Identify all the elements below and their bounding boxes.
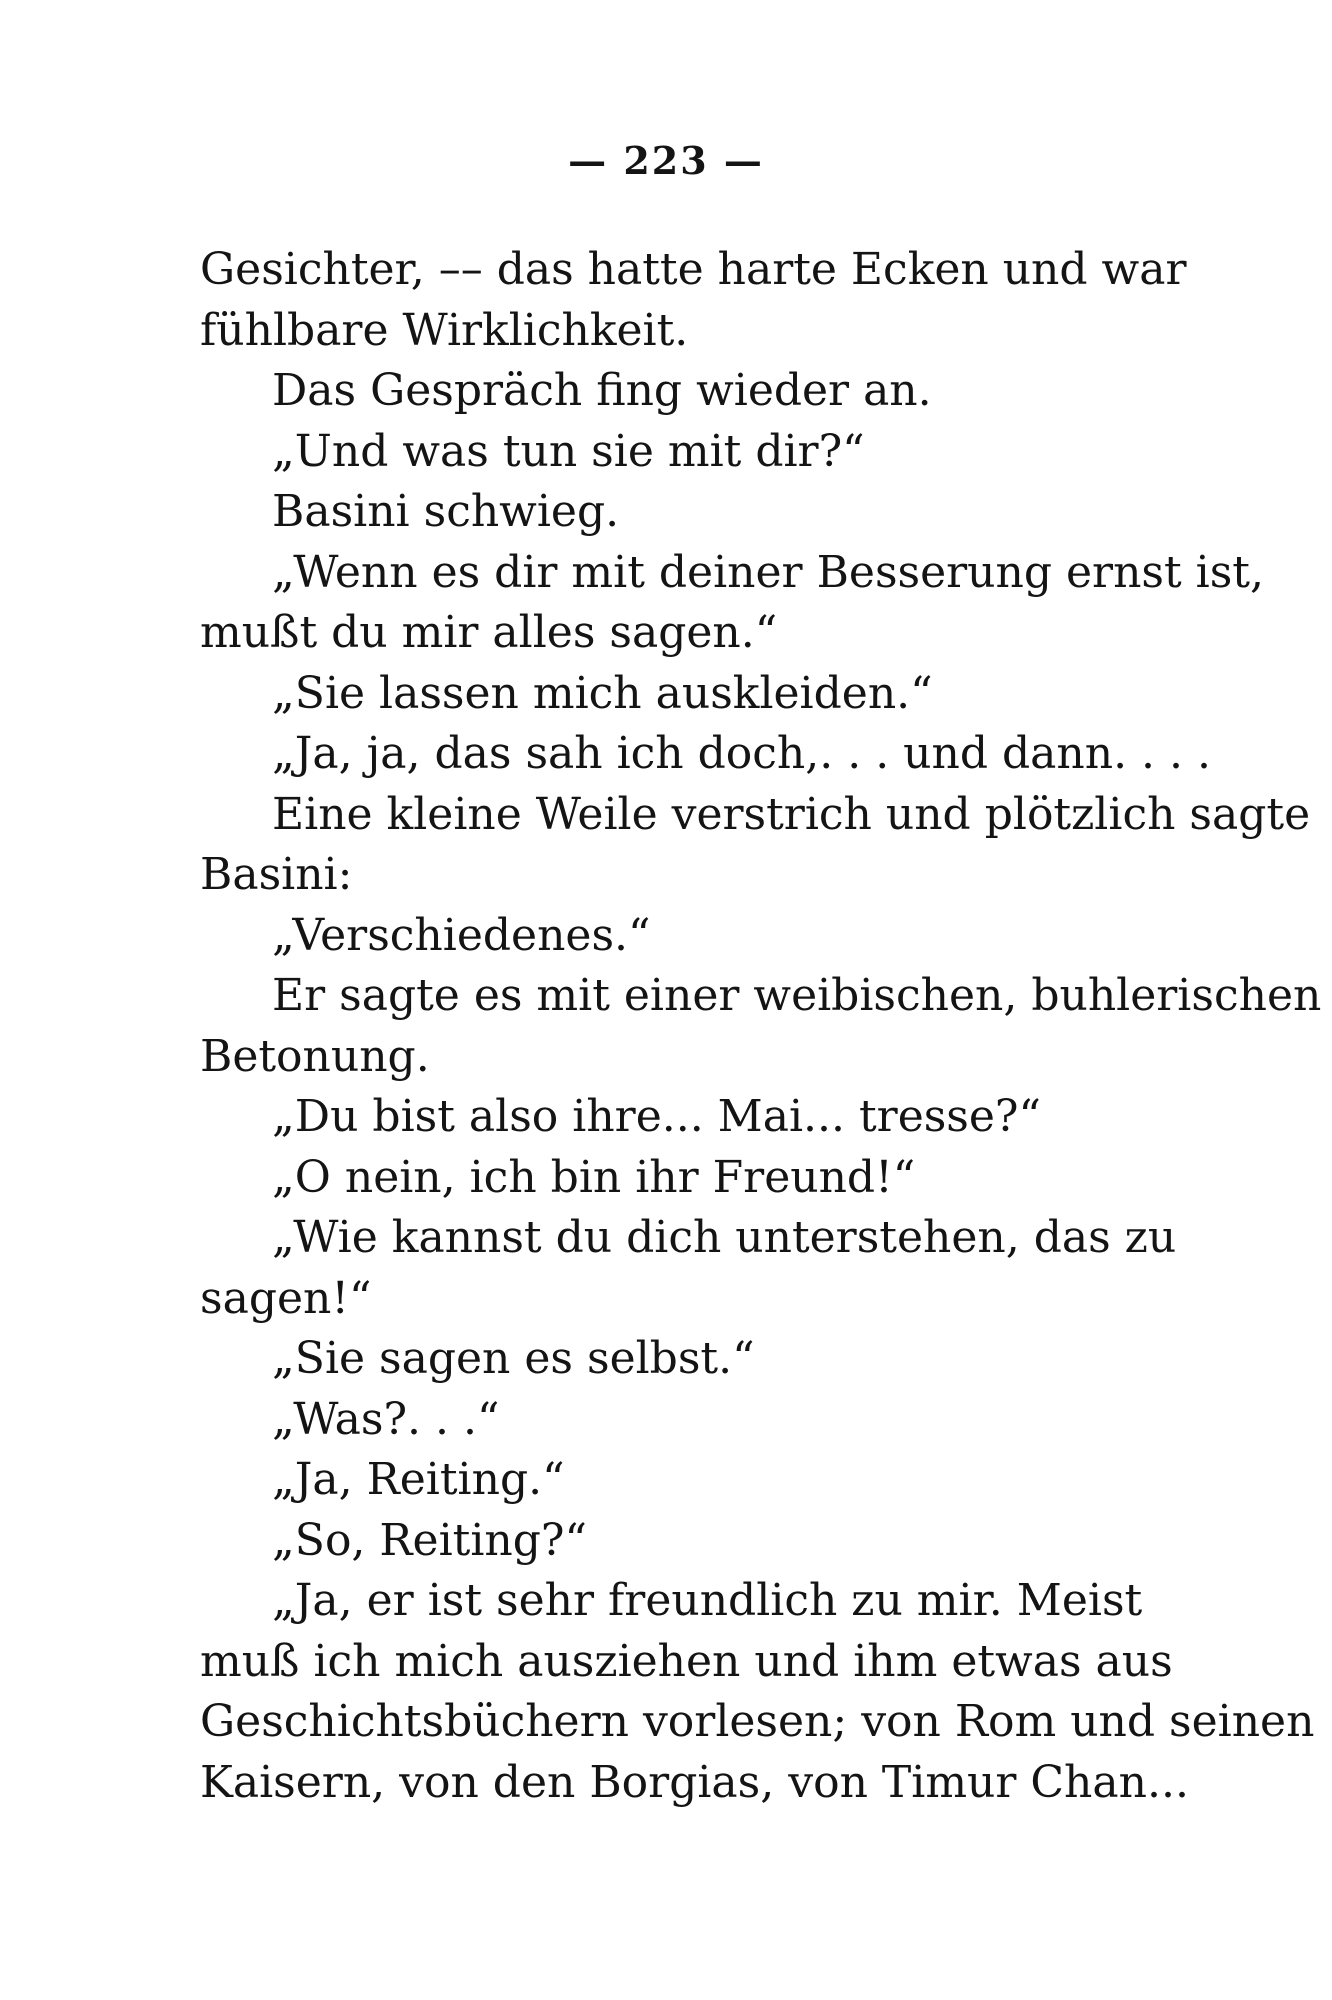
text-line: Basini: [200,849,353,900]
page-number: — 223 — [568,138,764,183]
text-line: „Sie lassen mich auskleiden.“ [272,667,933,719]
text-line: muß ich mich ausziehen und ihm etwas aus [200,1635,1173,1687]
text-line: Eine kleine Weile verstrich und plötzlich sagte [272,788,1311,840]
text-line: mußt du mir alles sagen.“ [200,607,778,658]
text-line: „O nein, ich bin ihr Freund!“ [272,1151,916,1203]
text-line: Gesichter, –– das hatte harte Ecken und war [200,244,1187,295]
text-line: „Wenn es dir mit deiner Besserung ernst ist, [272,546,1264,598]
text-line: „Ja, Reiting.“ [272,1454,565,1505]
text-line: „Du bist also ihre... Mai... tresse?“ [272,1091,1042,1142]
text-line: „Wie kannst du dich unterstehen, das zu [272,1212,1177,1263]
body-text [200,240,1322,1813]
text-line: Kaisern, von den Borgias, von Timur Chan... [200,1756,1189,1808]
text-line: „Ja, er ist sehr freundlich zu mir. Meist [272,1575,1143,1626]
text-line: Basini schwieg. [272,486,620,537]
text-line: Das Gespräch fing wieder an. [272,365,932,416]
text-line: Er sagte es mit einer weibischen, buhlerischen [272,970,1322,1021]
text-line: „Was?. . .“ [272,1393,500,1445]
text-line: fühlbare Wirklichkeit. [200,304,689,356]
text-line: „Ja, ja, das sah ich doch,. . . und dann. . . . [272,728,1211,779]
text-line: „Und was tun sie mit dir?“ [272,425,865,477]
text-line: „Sie sagen es selbst.“ [272,1333,755,1384]
text-line: Geschichtsbüchern vorlesen; von Rom und seinen [200,1696,1315,1747]
text-line: „So, Reiting?“ [272,1514,587,1566]
text-line: sagen!“ [200,1272,372,1324]
text-line: „Verschiedenes.“ [272,909,651,961]
text-line: Betonung. [200,1030,430,1082]
